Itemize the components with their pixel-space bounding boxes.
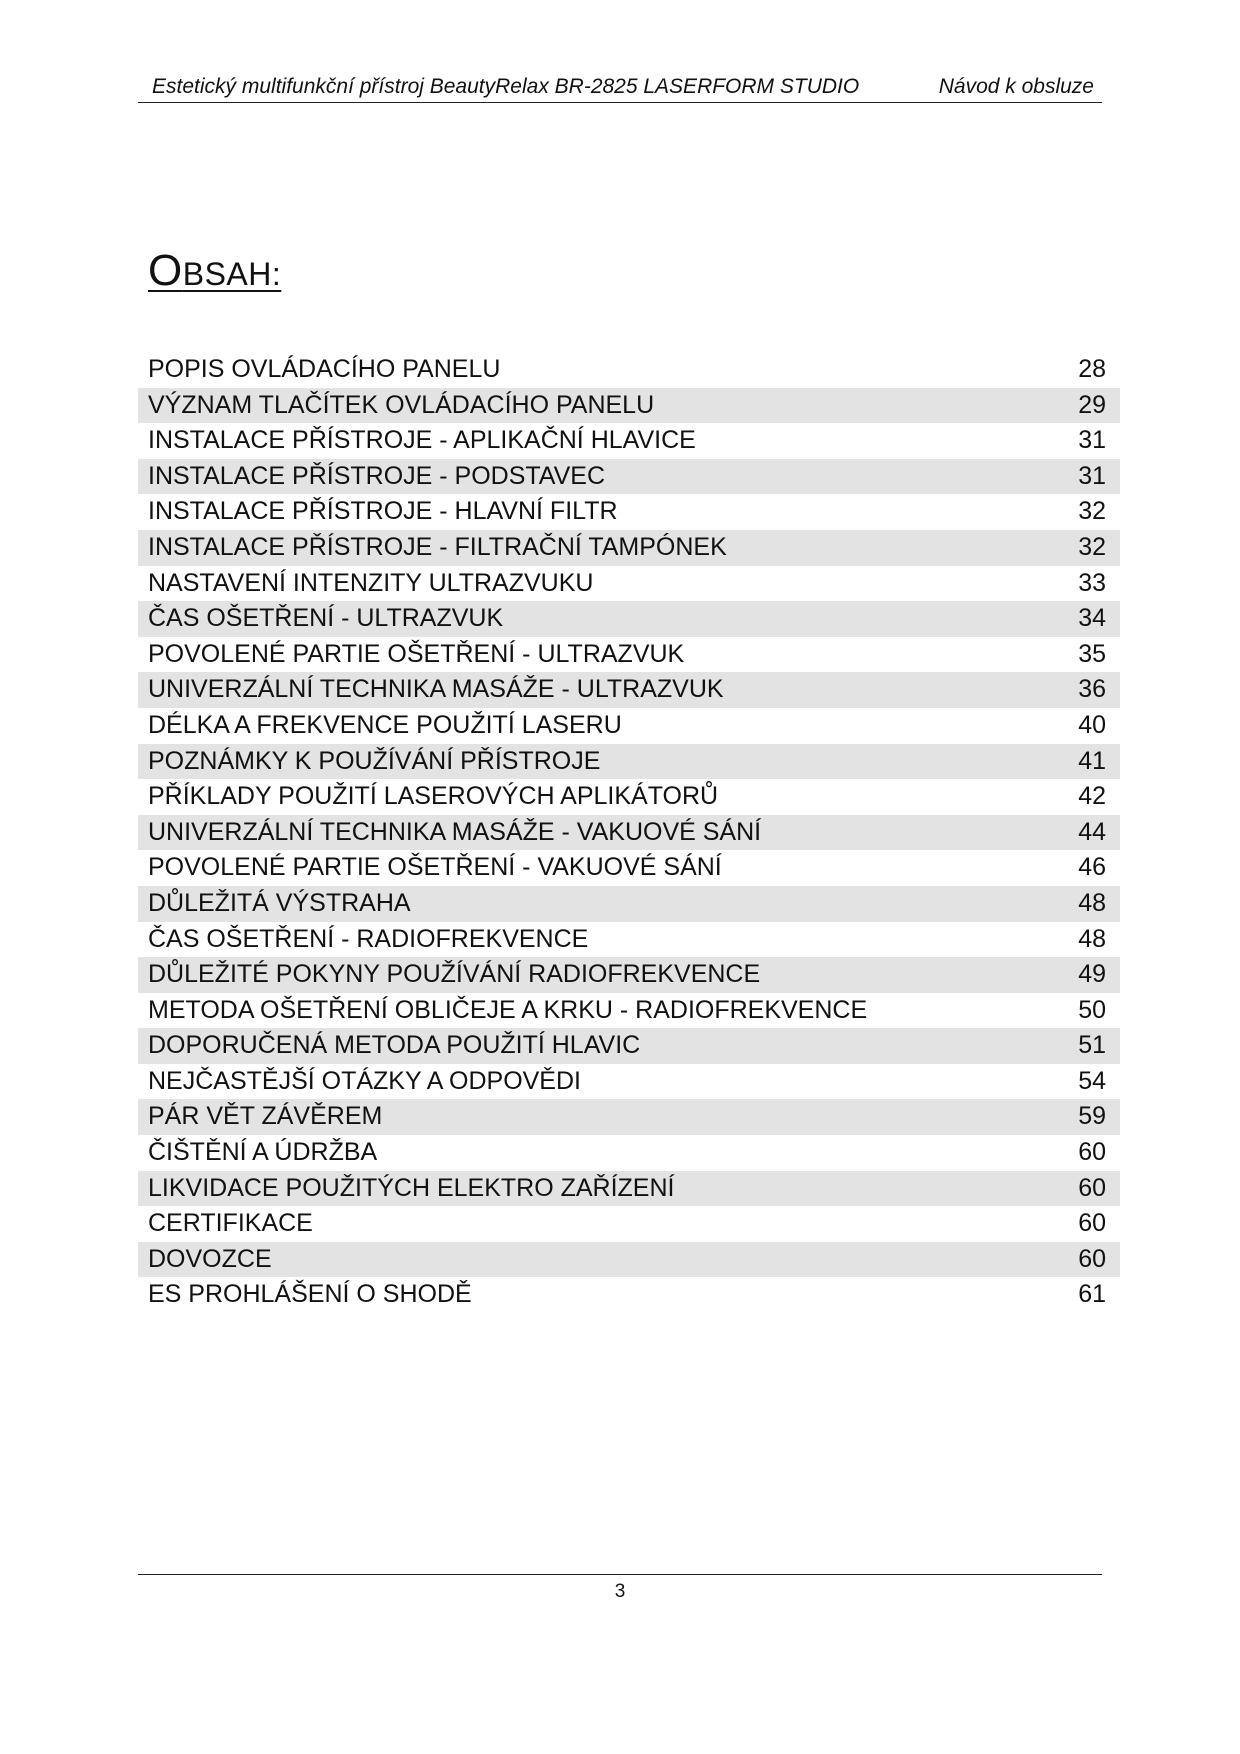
- toc-entry[interactable]: [138, 530, 1120, 566]
- toc-entry-page: 46: [1078, 853, 1106, 882]
- page-number: 3: [614, 1581, 626, 1602]
- toc-entry-page: 35: [1078, 639, 1106, 668]
- header-document-type: Návod k obsluze: [938, 75, 1094, 98]
- toc-entry-label: ČIŠTĚNÍ A ÚDRŽBA: [148, 1138, 378, 1167]
- toc-entry-label: VÝZNAM TLAČÍTEK OVLÁDACÍHO PANELU: [148, 390, 655, 419]
- toc-entry[interactable]: [138, 1242, 1120, 1278]
- toc-entry[interactable]: [138, 850, 1120, 886]
- toc-entry-label: INSTALACE PŘÍSTROJE - PODSTAVEC: [148, 461, 606, 490]
- toc-entry[interactable]: [138, 601, 1120, 637]
- toc-entry-label: DŮLEŽITÉ POKYNY POUŽÍVÁNÍ RADIOFREKVENCE: [148, 960, 761, 989]
- header-document-title: Estetický multifunkční přístroj BeautyRelax BR-2825 LASERFORM STUDIO: [152, 75, 860, 98]
- toc-entry-label: PÁR VĚT ZÁVĚREM: [148, 1102, 383, 1131]
- toc-entry[interactable]: [138, 1028, 1120, 1064]
- toc-entry-label: NEJČASTĚJŠÍ OTÁZKY A ODPOVĚDI: [148, 1066, 581, 1095]
- toc-entry-label: DŮLEŽITÁ VÝSTRAHA: [148, 888, 411, 917]
- toc-entry-label: POVOLENÉ PARTIE OŠETŘENÍ - ULTRAZVUK: [148, 639, 685, 668]
- toc-entry-page: 59: [1078, 1102, 1106, 1131]
- toc-entry[interactable]: [138, 779, 1120, 815]
- toc-entry[interactable]: [138, 566, 1120, 602]
- toc-entry-label: POVOLENÉ PARTIE OŠETŘENÍ - VAKUOVÉ SÁNÍ: [148, 853, 722, 882]
- page-header: [138, 74, 1102, 103]
- toc-entry[interactable]: [138, 1171, 1120, 1207]
- toc-entry-label: UNIVERZÁLNÍ TECHNIKA MASÁŽE - VAKUOVÉ SÁNÍ: [148, 817, 762, 846]
- page-title: [148, 246, 281, 299]
- toc-entry-page: 31: [1078, 426, 1106, 455]
- toc-entry[interactable]: [138, 672, 1120, 708]
- toc-entry-page: 60: [1078, 1173, 1106, 1202]
- toc-entry-page: 48: [1078, 888, 1106, 917]
- toc-entry[interactable]: [138, 1277, 1120, 1313]
- toc-entry[interactable]: [138, 352, 1120, 388]
- toc-entry-page: 42: [1078, 782, 1106, 811]
- toc-entry-page: 32: [1078, 532, 1106, 561]
- toc-entry-page: 31: [1078, 461, 1106, 490]
- toc-entry-page: 60: [1078, 1138, 1106, 1167]
- toc-entry[interactable]: [138, 1135, 1120, 1171]
- toc-entry[interactable]: [138, 459, 1120, 495]
- toc-entry-page: 36: [1078, 675, 1106, 704]
- toc-entry-label: NASTAVENÍ INTENZITY ULTRAZVUKU: [148, 568, 594, 597]
- toc-entry-label: DOPORUČENÁ METODA POUŽITÍ HLAVIC: [148, 1031, 641, 1060]
- toc-entry-label: INSTALACE PŘÍSTROJE - HLAVNÍ FILTR: [148, 497, 618, 526]
- toc-entry-page: 44: [1078, 817, 1106, 846]
- toc-entry[interactable]: [138, 815, 1120, 851]
- toc-entry-label: PŘÍKLADY POUŽITÍ LASEROVÝCH APLIKÁTORŮ: [148, 782, 719, 811]
- toc-entry-page: 32: [1078, 497, 1106, 526]
- toc-entry[interactable]: [138, 423, 1120, 459]
- toc-entry[interactable]: [138, 388, 1120, 424]
- toc-entry-page: 54: [1078, 1066, 1106, 1095]
- toc-entry[interactable]: [138, 1064, 1120, 1100]
- toc-entry-label: INSTALACE PŘÍSTROJE - FILTRAČNÍ TAMPÓNEK: [148, 532, 727, 561]
- toc-entry-label: ČAS OŠETŘENÍ - RADIOFREKVENCE: [148, 924, 589, 953]
- toc-entry-page: 60: [1078, 1209, 1106, 1238]
- toc-entry-label: ČAS OŠETŘENÍ - ULTRAZVUK: [148, 604, 504, 633]
- toc-entry-label: POPIS OVLÁDACÍHO PANELU: [148, 355, 501, 383]
- toc-entry-page: 40: [1078, 710, 1106, 739]
- toc-entry[interactable]: [138, 708, 1120, 744]
- toc-entry-label: METODA OŠETŘENÍ OBLIČEJE A KRKU - RADIOFREKVENCE: [148, 995, 868, 1024]
- toc-entry-label: CERTIFIKACE: [148, 1209, 313, 1238]
- toc-entry-page: 34: [1078, 604, 1106, 633]
- toc-entry[interactable]: [138, 744, 1120, 780]
- toc-entry[interactable]: [138, 886, 1120, 922]
- toc-entry-label: LIKVIDACE POUŽITÝCH ELEKTRO ZAŘÍZENÍ: [148, 1173, 675, 1202]
- toc-entry-page: 60: [1078, 1244, 1106, 1273]
- page-footer: [138, 1574, 1102, 1603]
- table-of-contents: [138, 352, 1120, 1313]
- toc-entry-label: DÉLKA A FREKVENCE POUŽITÍ LASERU: [148, 710, 622, 739]
- toc-entry-page: 61: [1078, 1280, 1106, 1309]
- toc-entry-page: 48: [1078, 924, 1106, 953]
- toc-entry-label: INSTALACE PŘÍSTROJE - APLIKAČNÍ HLAVICE: [148, 426, 696, 455]
- toc-entry[interactable]: [138, 922, 1120, 958]
- toc-entry-page: 28: [1078, 355, 1106, 383]
- toc-entry-page: 33: [1078, 568, 1106, 597]
- toc-entry[interactable]: [138, 1099, 1120, 1135]
- toc-entry-label: ES PROHLÁŠENÍ O SHODĚ: [148, 1280, 472, 1309]
- toc-entry-label: POZNÁMKY K POUŽÍVÁNÍ PŘÍSTROJE: [148, 746, 601, 775]
- toc-entry[interactable]: [138, 1206, 1120, 1242]
- toc-entry[interactable]: [138, 993, 1120, 1029]
- toc-entry-page: 41: [1078, 746, 1106, 775]
- toc-entry-page: 49: [1078, 960, 1106, 989]
- toc-entry-label: UNIVERZÁLNÍ TECHNIKA MASÁŽE - ULTRAZVUK: [148, 675, 724, 704]
- toc-entry-label: DOVOZCE: [148, 1244, 272, 1273]
- title-initial: O: [148, 246, 183, 295]
- toc-entry[interactable]: [138, 637, 1120, 673]
- toc-entry[interactable]: [138, 494, 1120, 530]
- title-rest: BSAH:: [182, 256, 282, 292]
- toc-entry-page: 29: [1078, 390, 1106, 419]
- toc-entry-page: 50: [1078, 995, 1106, 1024]
- toc-entry-page: 51: [1078, 1031, 1106, 1060]
- toc-entry[interactable]: [138, 957, 1120, 993]
